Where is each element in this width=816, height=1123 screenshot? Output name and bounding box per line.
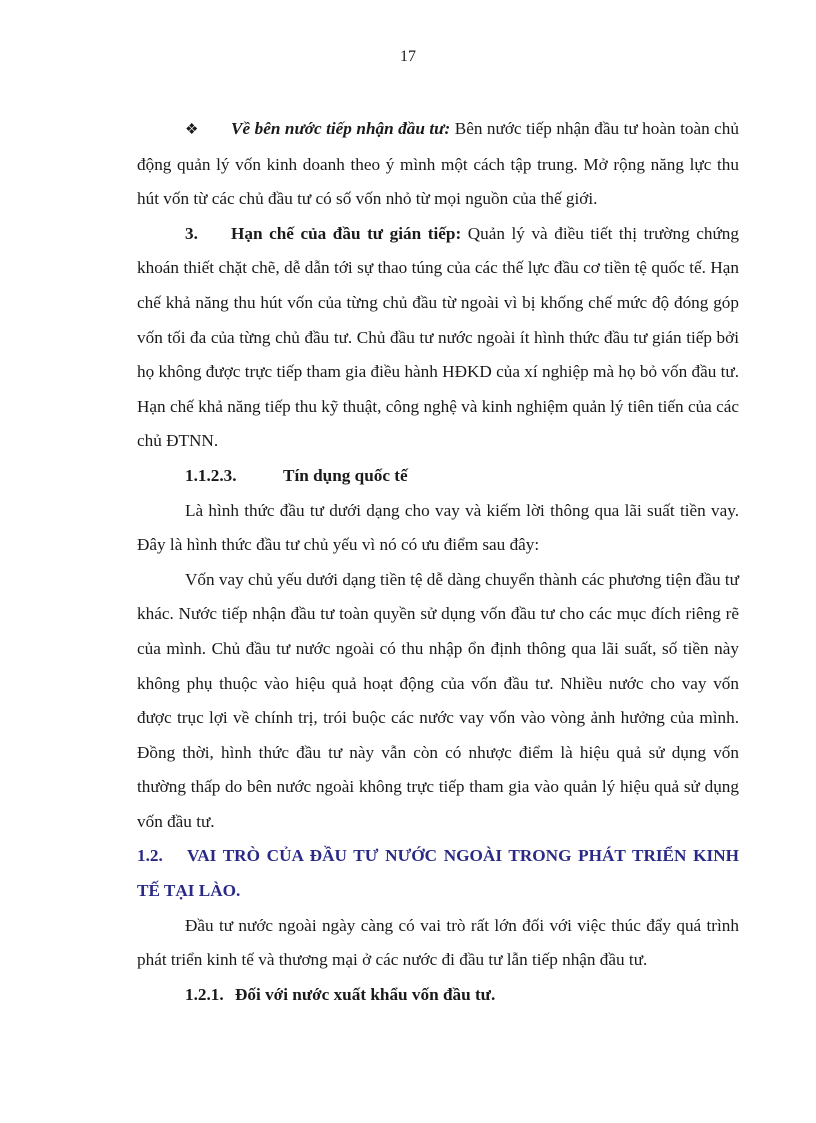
section-1123-title: Tín dụng quốc tế	[283, 465, 408, 485]
page-number: 17	[400, 48, 416, 65]
page-content	[137, 112, 739, 1012]
item-3-paragraph	[137, 217, 739, 459]
section-12-number: 1.2.	[137, 846, 163, 866]
bullet-paragraph-title: Về bên nước tiếp nhận đầu tư:	[231, 119, 451, 138]
bullet-paragraph	[137, 112, 739, 217]
section-1123-heading	[137, 459, 739, 494]
section-12-paragraph: Đầu tư nước ngoài ngày càng có vai trò rất lớn đối với việc thúc đẩy quá trình phát triển kinh tế và thương mại ở các nước đi đầu tư lẫn tiếp nhận đầu tư.	[137, 915, 739, 970]
item-3-title: Hạn chế của đầu tư gián tiếp:	[231, 223, 462, 243]
section-1123-paragraph-1: Là hình thức đầu tư dưới dạng cho vay và kiếm lời thông qua lãi suất tiền vay. Đây là hình thức đầu tư chủ yếu vì nó có ưu điểm sau đây:	[137, 500, 739, 555]
item-3-number: 3.	[185, 223, 198, 243]
section-12-heading	[137, 839, 739, 908]
item-3-text: Quản lý và điều tiết thị trường chứng khoán thiết chặt chẽ, dễ dẫn tới sự thao túng của các thế lực đầu cơ tiền tệ quốc tế. Hạn chế khả năng thu hút vốn của từng chủ đầu từ ngoài vì bị khống chế mức độ đóng góp vốn tối đa của từng chủ đầu tư. Chủ đầu tư nước ngoài ít hình thức đầu tư gián tiếp bởi họ không được trực tiếp tham gia điều hành HĐKD của xí nghiệp mà họ bỏ vốn đầu tư. Hạn chế khả năng tiếp thu kỹ thuật, công nghệ và kinh nghiệm quản lý tiên tiến của các chủ ĐTNN.	[137, 223, 739, 451]
section-121-number: 1.2.1.	[185, 984, 224, 1004]
section-1123-paragraph-2: Vốn vay chủ yếu dưới dạng tiền tệ dễ dàng chuyển thành các phương tiện đầu tư khác. Nước tiếp nhận đầu tư toàn quyền sử dụng vốn đầu tư cho các mục đích riêng rẽ của mình. Chủ đầu tư nước ngoài có thu nhập ổn định thông qua lãi suất, số tiền này không phụ thuộc vào hiệu quả hoạt động của vốn đầu tư. Nhiều nước cho vay vốn được trục lợi về chính trị, trói buộc các nước vay vốn vào vòng ảnh hưởng của mình. Đồng thời, hình thức đầu tư này vẫn còn có nhược điểm là hiệu quả sử dụng vốn thường thấp do bên nước ngoài không trực tiếp tham gia vào quản lý hiệu quả sử dụng vốn đầu tư.	[137, 569, 739, 831]
section-121-heading	[137, 978, 739, 1013]
section-12-title: VAI TRÒ CỦA ĐẦU TƯ NƯỚC NGOÀI TRONG PHÁT TRIỂN KINH TẾ TẠI LÀO.	[137, 846, 739, 901]
diamond-bullet-icon: ❖	[185, 122, 199, 138]
section-121-title: Đối với nước xuất khẩu vốn đầu tư.	[235, 984, 496, 1004]
bullet-paragraph-text: Bên nước tiếp nhận đầu tư hoàn toàn chủ động quản lý vốn kinh doanh theo ý mình một cách tập trung. Mở rộng năng lực thu hút vốn từ các chủ đầu tư có số vốn nhỏ từ mọi nguồn của thế giới.	[137, 119, 739, 209]
section-1123-number: 1.1.2.3.	[185, 465, 237, 485]
